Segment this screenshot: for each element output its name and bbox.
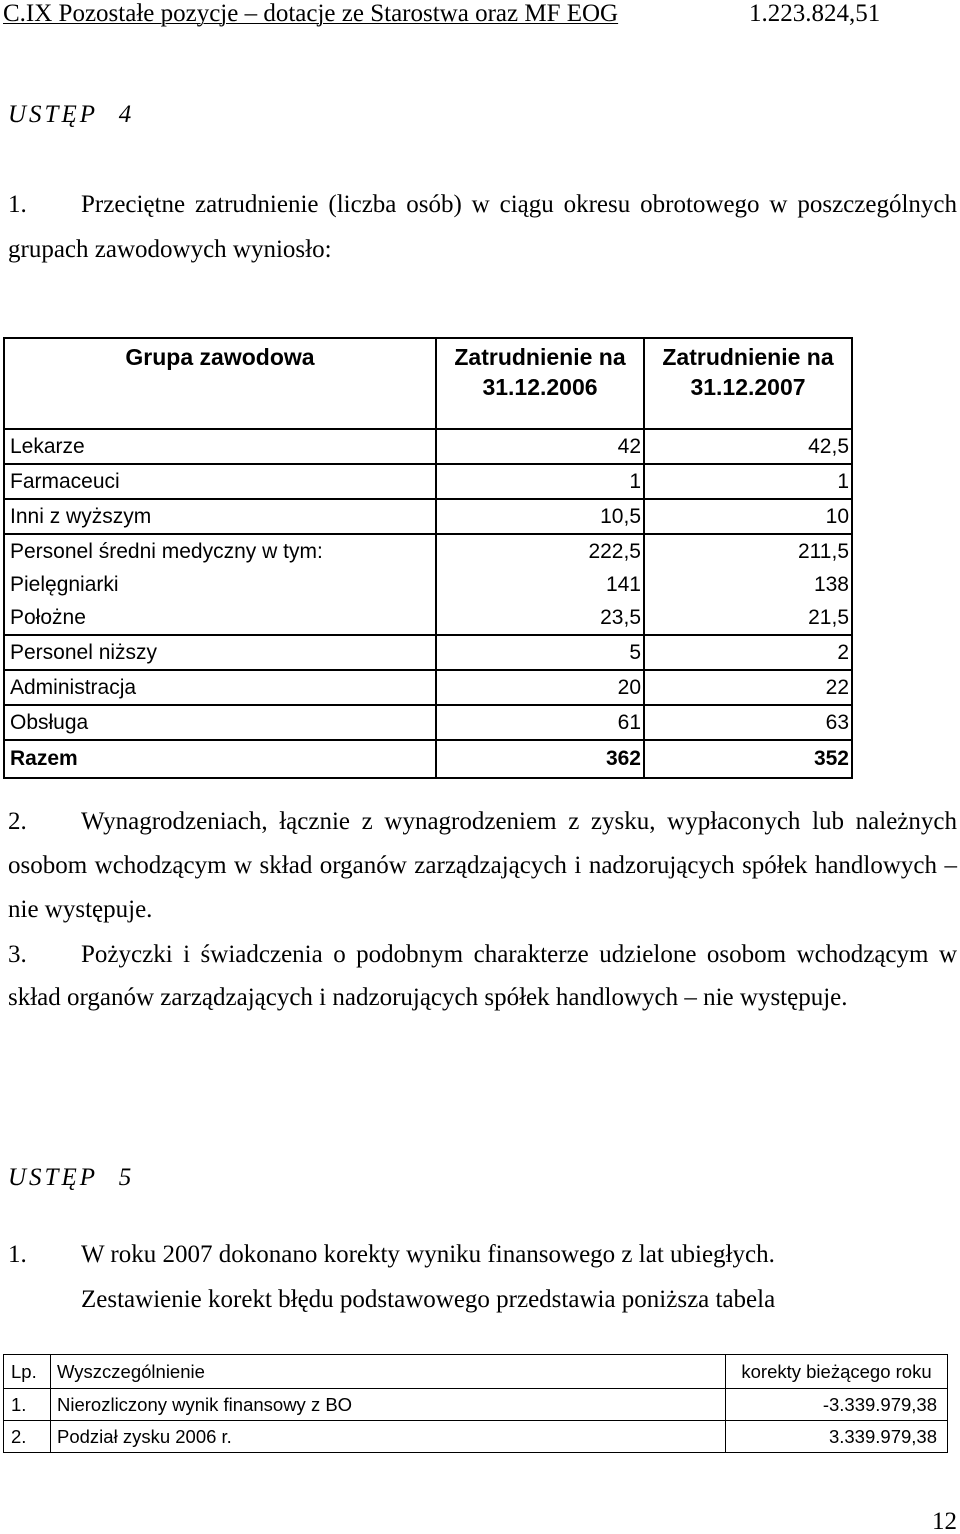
employment-table — [3, 337, 853, 779]
cell-2006: 42 — [436, 429, 644, 464]
header-current-year-corrections: korekty bieżącego roku — [726, 1355, 948, 1389]
total-2007: 352 — [644, 740, 852, 778]
cell-2007: 138 — [644, 568, 852, 601]
cell-group: Położne — [4, 601, 436, 635]
cell-lp: 2. — [4, 1421, 51, 1453]
table-header-row — [4, 338, 852, 429]
cell-group: Farmaceuci — [4, 464, 436, 499]
cell-description: Nierozliczony wynik finansowy z BO — [51, 1389, 726, 1421]
cell-group: Lekarze — [4, 429, 436, 464]
cell-2006: 23,5 — [436, 601, 644, 635]
item-number: 3. — [8, 941, 27, 968]
header-description: Wyszczególnienie — [51, 1355, 726, 1389]
section-header — [3, 0, 618, 28]
cell-description: Podział zysku 2006 r. — [51, 1421, 726, 1453]
header-2007: Zatrudnienie na 31.12.2007 — [644, 338, 852, 429]
paragraph-line: Przeciętne zatrudnienie (liczba osób) w ciągu okresu obrotowego w poszczególnych — [81, 191, 957, 218]
cell-group: Obsługa — [4, 705, 436, 740]
paragraph-line: Pożyczki i świadczenia o podobnym charakterze udzielone osobom wchodzącym w — [81, 941, 957, 968]
table-row — [4, 601, 852, 635]
paragraph-line: Zestawienie korekt błędu podstawowego przedstawia poniższa tabela — [81, 1286, 776, 1313]
header-group: Grupa zawodowa — [4, 338, 436, 429]
paragraph-line: Wynagrodzeniach, łącznie z wynagrodzeniem z zysku, wypłaconych lub należnych — [81, 808, 957, 835]
ustep-4-heading: USTĘP 4 — [8, 101, 135, 128]
ustep-5-heading: USTĘP 5 — [8, 1164, 135, 1191]
cell-value: 3.339.979,38 — [726, 1421, 948, 1453]
cell-2006: 222,5 — [436, 534, 644, 568]
cell-2007: 22 — [644, 670, 852, 705]
table-row — [4, 499, 852, 534]
section-title: C.IX Pozostałe pozycje – dotacje ze Starostwa oraz MF EOG — [3, 0, 619, 27]
total-label: Razem — [4, 740, 436, 778]
cell-2006: 61 — [436, 705, 644, 740]
paragraph-line: skład organów zarządzających i nadzorujących spółek handlowych – nie występuje. — [8, 984, 848, 1011]
table-total-row — [4, 740, 852, 778]
cell-2006: 10,5 — [436, 499, 644, 534]
paragraph-line: grupach zawodowych wyniosło: — [8, 236, 332, 263]
paragraph-line: nie występuje. — [8, 896, 153, 923]
table-row — [4, 1389, 948, 1421]
table-header-row — [4, 1355, 948, 1389]
cell-group: Personel średni medyczny w tym: — [4, 534, 436, 568]
cell-value: -3.339.979,38 — [726, 1389, 948, 1421]
item-number: 2. — [8, 808, 27, 835]
cell-2007: 211,5 — [644, 534, 852, 568]
cell-2007: 21,5 — [644, 601, 852, 635]
cell-2007: 42,5 — [644, 429, 852, 464]
header-lp: Lp. — [4, 1355, 51, 1389]
cell-2006: 1 — [436, 464, 644, 499]
cell-2006: 141 — [436, 568, 644, 601]
item-number: 1. — [8, 191, 27, 218]
cell-group: Inni z wyższym — [4, 499, 436, 534]
cell-2007: 10 — [644, 499, 852, 534]
header-2006: Zatrudnienie na 31.12.2006 — [436, 338, 644, 429]
section-amount: 1.223.824,51 — [749, 0, 881, 27]
page-number: 12 — [932, 1508, 957, 1534]
cell-lp: 1. — [4, 1389, 51, 1421]
cell-2006: 5 — [436, 635, 644, 670]
cell-group: Administracja — [4, 670, 436, 705]
total-2006: 362 — [436, 740, 644, 778]
table-row — [4, 429, 852, 464]
cell-group: Personel niższy — [4, 635, 436, 670]
item-number: 1. — [8, 1241, 27, 1268]
paragraph-line: W roku 2007 dokonano korekty wyniku finansowego z lat ubiegłych. — [81, 1241, 775, 1268]
paragraph-line: osobom wchodzącym w skład organów zarządzających i nadzorujących spółek handlowych – — [8, 852, 957, 879]
table-row — [4, 705, 852, 740]
cell-2006: 20 — [436, 670, 644, 705]
table-row — [4, 670, 852, 705]
cell-2007: 2 — [644, 635, 852, 670]
table-row — [4, 568, 852, 601]
cell-2007: 63 — [644, 705, 852, 740]
table-row — [4, 635, 852, 670]
cell-group: Pielęgniarki — [4, 568, 436, 601]
table-row — [4, 1421, 948, 1453]
cell-2007: 1 — [644, 464, 852, 499]
table-row — [4, 534, 852, 568]
correction-table — [3, 1354, 948, 1453]
table-row — [4, 464, 852, 499]
